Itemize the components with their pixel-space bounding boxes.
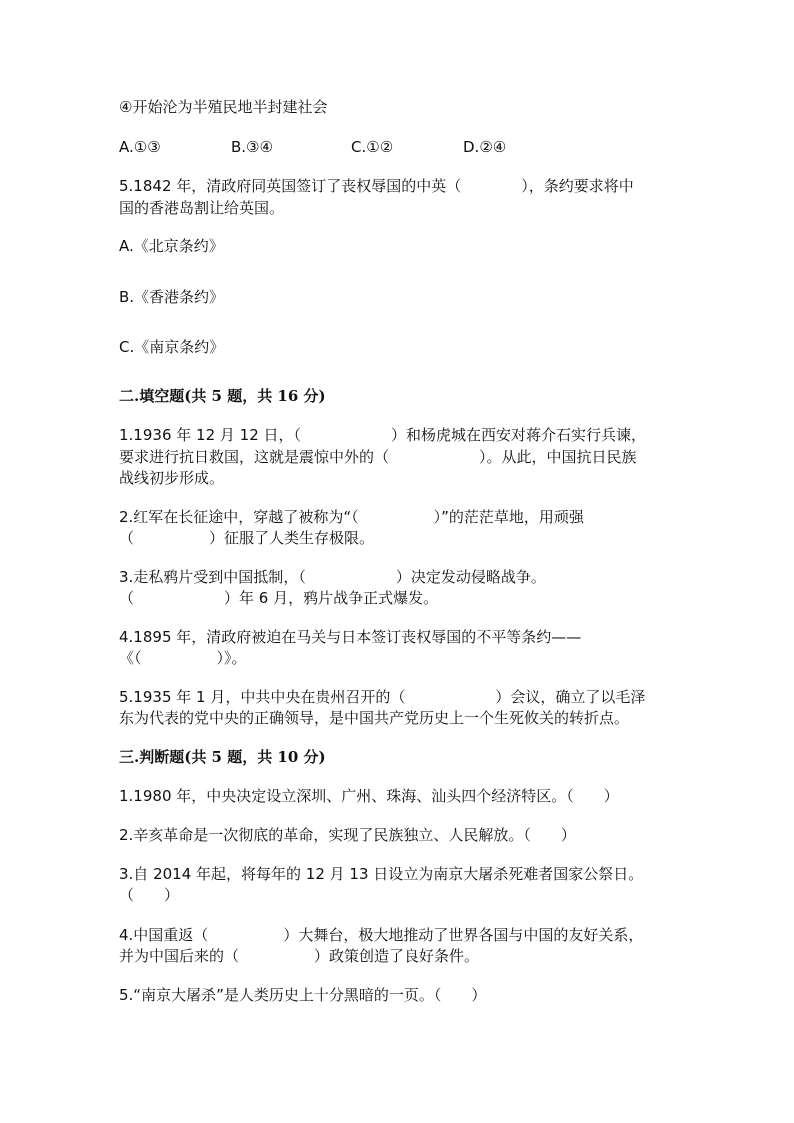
q5-option-c: C.《南京条约》 <box>119 338 225 356</box>
q5-line-2: 国的香港岛割让给英国。 <box>119 199 285 217</box>
judge-q3-line-2: （ ） <box>119 886 180 904</box>
q4-option-d: D.②④ <box>463 138 507 156</box>
judge-q5-line-1: 5.“南京大屠杀”是人类历史上十分黑暗的一页。（ ） <box>119 986 487 1004</box>
q4-option-a: A.①③ <box>119 138 161 156</box>
fill-q3-line-1: 3.走私鸦片受到中国抵制，（ ）决定发动侵略战争。 <box>119 568 546 586</box>
q5-option-b: B.《香港条约》 <box>119 288 225 306</box>
judge-q3-line-1: 3.自 2014 年起，将每年的 12 月 13 日设立为南京大屠杀死难者国家公祭日。 <box>119 865 644 883</box>
q4-option-b: B.③④ <box>231 138 273 156</box>
fill-q2-line-2: （ ）征服了人类生存极限。 <box>119 529 375 547</box>
fill-q2-line-1: 2.红军在长征途中，穿越了被称为“（ ）”的茫茫草地，用顽强 <box>119 508 584 526</box>
judge-q1-line-1: 1.1980 年，中央决定设立深圳、广州、珠海、汕头四个经济特区。（ ） <box>119 787 619 805</box>
fill-q5-line-1: 5.1935 年 1 月，中共中央在贵州召开的（ ）会议，确立了以毛泽 <box>119 688 646 706</box>
fill-q4-line-2: 《（ ）》。 <box>119 649 247 667</box>
q4-statement-4: ④开始沦为半殖民地半封建社会 <box>119 98 328 116</box>
fill-q1-line-1: 1.1936 年 12 月 12 日，（ ）和杨虎城在西安对蒋介石实行兵谏， <box>119 426 647 444</box>
fill-q3-line-2: （ ）年 6 月，鸦片战争正式爆发。 <box>119 589 439 607</box>
judge-q4-line-2: 并为中国后来的（ ）政策创造了良好条件。 <box>119 947 480 965</box>
q5-line-1: 5.1842 年，清政府同英国签订了丧权辱国的中英（ ），条约要求将中 <box>119 177 634 195</box>
fill-q4-line-1: 4.1895 年，清政府被迫在马关与日本签订丧权辱国的不平等条约—— <box>119 628 582 646</box>
fill-q5-line-2: 东为代表的党中央的正确领导，是中国共产党历史上一个生死攸关的转折点。 <box>119 709 630 727</box>
fill-q1-line-3: 战线初步形成。 <box>119 469 225 487</box>
judge-q2-line-1: 2.辛亥革命是一次彻底的革命，实现了民族独立、人民解放。（ ） <box>119 826 576 844</box>
q4-option-c: C.①② <box>351 138 394 156</box>
fill-q1-line-2: 要求进行抗日救国，这就是震惊中外的（ ）。从此，中国抗日民族 <box>119 448 637 466</box>
q5-option-a: A.《北京条约》 <box>119 237 224 255</box>
section-2-title: 二.填空题(共 5 题，共 16 分) <box>119 387 326 405</box>
judge-q4-line-1: 4.中国重返（ ）大舞台，极大地推动了世界各国与中国的友好关系， <box>119 926 644 944</box>
section-3-title: 三.判断题(共 5 题，共 10 分) <box>119 748 326 766</box>
